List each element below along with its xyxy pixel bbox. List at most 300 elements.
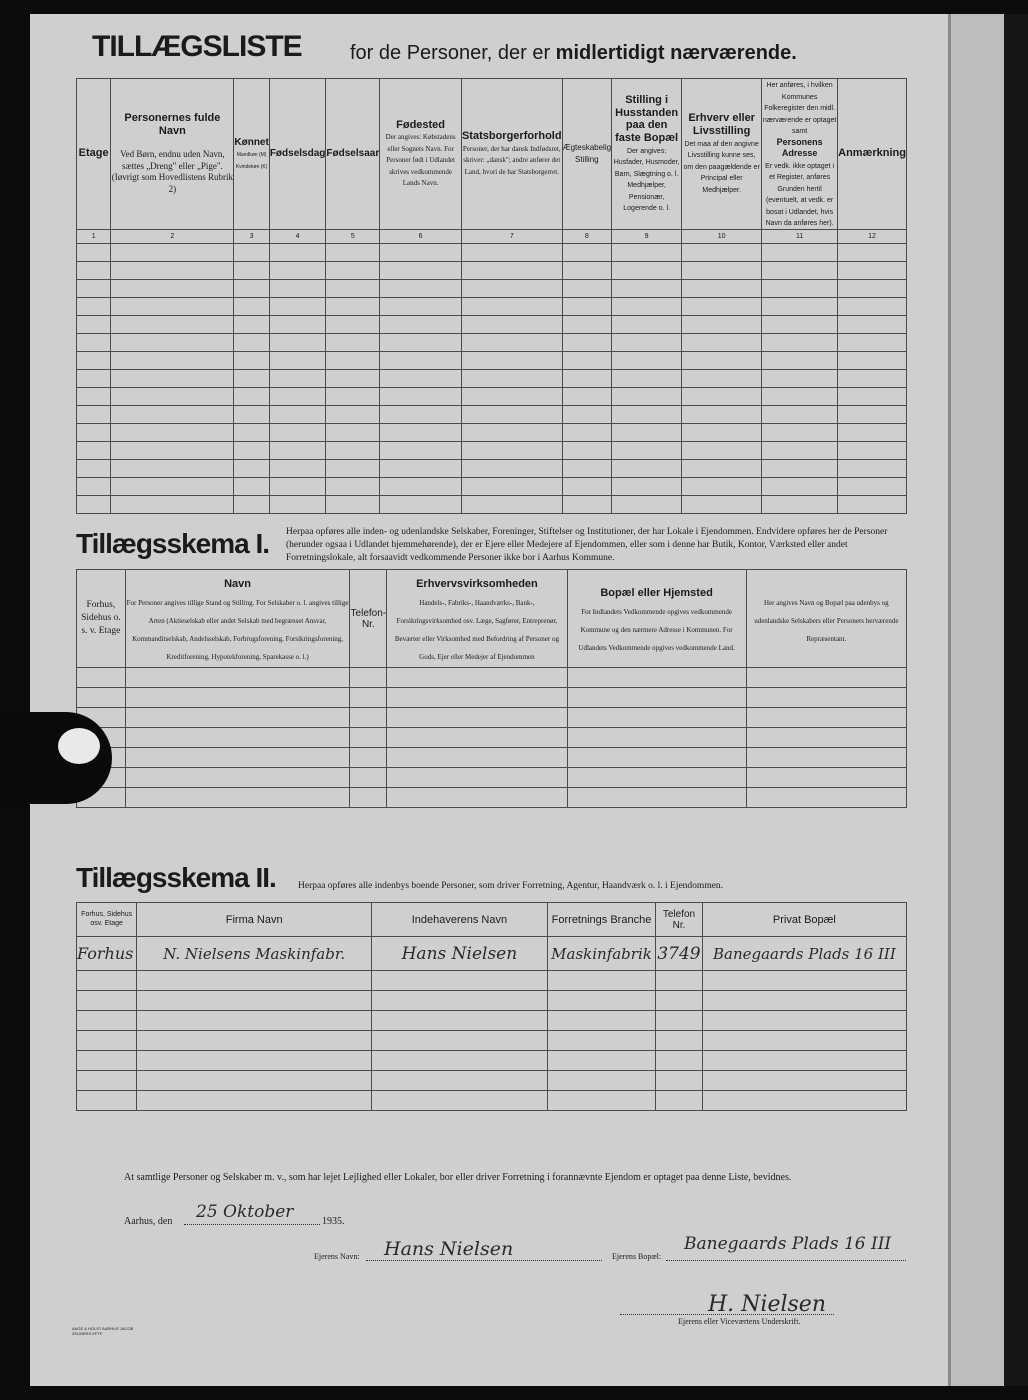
- empty-cell: [562, 459, 611, 477]
- empty-cell: [387, 688, 567, 708]
- empty-cell: [547, 1071, 655, 1091]
- empty-cell: [612, 405, 682, 423]
- empty-cell: [326, 243, 380, 261]
- s2-col-branch: Forretnings Branche: [547, 903, 655, 937]
- empty-cell: [682, 333, 762, 351]
- empty-cell: [269, 333, 326, 351]
- empty-cell: [838, 459, 907, 477]
- empty-cell: [77, 1011, 137, 1031]
- empty-cell: [372, 1011, 548, 1031]
- col-sex: Kønnet Mandkøn (M) Kvindekøn (K): [234, 79, 269, 230]
- empty-cell: [682, 495, 762, 513]
- s2-entry-branch: Maskinfabrik: [547, 937, 655, 971]
- empty-cell: [838, 423, 907, 441]
- empty-cell: [612, 351, 682, 369]
- empty-cell: [612, 333, 682, 351]
- empty-cell: [762, 423, 838, 441]
- date-line: [184, 1224, 320, 1225]
- s1-col-etage: Forhus, Sidehus o. s. v. Etage: [77, 570, 126, 668]
- signature-label: Ejerens eller Viceværtens Underskrift.: [678, 1317, 801, 1326]
- empty-cell: [77, 243, 111, 261]
- empty-cell: [562, 441, 611, 459]
- empty-cell: [372, 1031, 548, 1051]
- empty-cell: [380, 441, 462, 459]
- footer-statement: At samtlige Personer og Selskaber m. v., som har lejet Lejlighed eller Lokaler, bor eller driver Forretning i forannævnte Ejendom er optaget paa denne Liste, bevidnes.: [124, 1172, 792, 1183]
- empty-cell: [77, 991, 137, 1011]
- empty-cell: [461, 351, 562, 369]
- empty-cell: [137, 1091, 372, 1111]
- signature: H. Nielsen: [708, 1292, 826, 1317]
- empty-cell: [77, 477, 111, 495]
- empty-cell: [562, 261, 611, 279]
- empty-cell: [269, 495, 326, 513]
- footer-year: 1935.: [322, 1216, 345, 1227]
- col-remarks: Anmærkning: [838, 79, 907, 230]
- empty-cell: [269, 351, 326, 369]
- empty-row: [77, 971, 907, 991]
- empty-row: [77, 297, 907, 315]
- empty-cell: [77, 387, 111, 405]
- empty-cell: [77, 423, 111, 441]
- empty-cell: [612, 387, 682, 405]
- empty-cell: [461, 459, 562, 477]
- empty-cell: [461, 423, 562, 441]
- empty-cell: [234, 477, 269, 495]
- empty-cell: [702, 1091, 906, 1111]
- empty-row: [77, 728, 907, 748]
- empty-cell: [234, 333, 269, 351]
- empty-cell: [762, 279, 838, 297]
- empty-cell: [746, 668, 906, 688]
- empty-cell: [562, 405, 611, 423]
- s2-col-etage: Forhus, Sidehus osv. Etage: [77, 903, 137, 937]
- scanner-thumb: [0, 712, 112, 804]
- s1-col-name: Navn For Personer angives tillige Stand og Stilling. For Selskaber o. l. angives tillige Arten (Aktieselskab eller andet Selskab med begrænset Ansvar, Kommanditselskab, Andelsselskab, Forbrugsforening, Forsikringsforening, Kreditforening, Hypotekforening, Sparekasse o. l.): [125, 570, 350, 668]
- empty-cell: [682, 279, 762, 297]
- s2-col-phone: Telefon Nr.: [656, 903, 703, 937]
- empty-cell: [461, 279, 562, 297]
- empty-cell: [125, 708, 350, 728]
- empty-cell: [125, 748, 350, 768]
- empty-cell: [547, 1051, 655, 1071]
- empty-cell: [562, 297, 611, 315]
- empty-row: [77, 991, 907, 1011]
- empty-cell: [77, 1071, 137, 1091]
- empty-cell: [562, 351, 611, 369]
- empty-cell: [372, 1091, 548, 1111]
- empty-cell: [567, 668, 746, 688]
- empty-cell: [125, 768, 350, 788]
- skema2-table: [76, 902, 907, 1111]
- empty-cell: [612, 495, 682, 513]
- empty-cell: [269, 405, 326, 423]
- empty-cell: [838, 477, 907, 495]
- empty-cell: [77, 333, 111, 351]
- empty-cell: [612, 315, 682, 333]
- empty-cell: [111, 351, 234, 369]
- owner-address: Banegaards Plads 16 III: [684, 1234, 892, 1254]
- empty-cell: [838, 441, 907, 459]
- signature-line: [620, 1314, 834, 1315]
- empty-cell: [612, 459, 682, 477]
- empty-cell: [838, 405, 907, 423]
- empty-cell: [380, 261, 462, 279]
- empty-cell: [461, 405, 562, 423]
- empty-cell: [562, 495, 611, 513]
- empty-cell: [461, 315, 562, 333]
- empty-cell: [656, 1031, 703, 1051]
- empty-cell: [326, 387, 380, 405]
- empty-cell: [111, 333, 234, 351]
- empty-cell: [326, 315, 380, 333]
- empty-row: [77, 748, 907, 768]
- empty-cell: [234, 315, 269, 333]
- empty-cell: [269, 441, 326, 459]
- empty-cell: [702, 1051, 906, 1071]
- empty-cell: [77, 1051, 137, 1071]
- s2-col-private-address: Privat Bopæl: [702, 903, 906, 937]
- col-birthday: Fødselsdag: [269, 79, 326, 230]
- empty-row: [77, 708, 907, 728]
- empty-cell: [562, 279, 611, 297]
- empty-cell: [682, 477, 762, 495]
- empty-cell: [326, 279, 380, 297]
- empty-cell: [387, 728, 567, 748]
- empty-cell: [762, 369, 838, 387]
- empty-cell: [562, 315, 611, 333]
- empty-cell: [77, 668, 126, 688]
- empty-row: [77, 688, 907, 708]
- empty-cell: [838, 297, 907, 315]
- empty-cell: [326, 351, 380, 369]
- col-household: Stilling i Husstanden paa den faste Bopæl Der angives: Husfader, Husmoder, Barn, Slægtning o. l. Medhjælper, Pensionær, Logerende o. l.: [612, 79, 682, 230]
- empty-cell: [567, 728, 746, 748]
- scan-border: [1004, 14, 1028, 1386]
- empty-cell: [77, 971, 137, 991]
- empty-cell: [137, 991, 372, 1011]
- empty-cell: [762, 333, 838, 351]
- empty-row: [77, 788, 907, 808]
- empty-cell: [547, 1031, 655, 1051]
- empty-cell: [547, 971, 655, 991]
- empty-cell: [762, 351, 838, 369]
- empty-cell: [77, 495, 111, 513]
- empty-cell: [461, 243, 562, 261]
- empty-cell: [269, 459, 326, 477]
- col-name: Personernes fulde Navn Ved Børn, endnu uden Navn, sættes „Dreng" eller „Pige". (Iøvrigt som Hovedlistens Rubrik 2): [111, 79, 234, 230]
- empty-row: [77, 459, 907, 477]
- empty-cell: [682, 369, 762, 387]
- empty-cell: [269, 423, 326, 441]
- s2-entry-firm: N. Nielsens Maskinfabr.: [137, 937, 372, 971]
- empty-row: [77, 668, 907, 688]
- col-birthyear: Fødselsaar: [326, 79, 380, 230]
- empty-row: [77, 333, 907, 351]
- owner-name-label: Ejerens Navn:: [314, 1252, 360, 1261]
- empty-row: [77, 423, 907, 441]
- empty-cell: [269, 261, 326, 279]
- empty-cell: [838, 495, 907, 513]
- col-occupation: Erhverv eller Livsstilling Det maa af den angivne Livsstilling kunne ses, om den paagældende er Principal eller Medhjælper.: [682, 79, 762, 230]
- empty-cell: [77, 459, 111, 477]
- empty-cell: [746, 748, 906, 768]
- empty-cell: [702, 971, 906, 991]
- empty-row: [77, 405, 907, 423]
- empty-cell: [326, 405, 380, 423]
- empty-cell: [567, 748, 746, 768]
- empty-cell: [461, 441, 562, 459]
- empty-cell: [234, 387, 269, 405]
- empty-cell: [269, 297, 326, 315]
- col-etage: Etage: [77, 79, 111, 230]
- empty-row: [77, 315, 907, 333]
- empty-row: [77, 369, 907, 387]
- empty-cell: [682, 423, 762, 441]
- empty-row: [77, 279, 907, 297]
- empty-cell: [838, 243, 907, 261]
- empty-cell: [111, 387, 234, 405]
- footer-place: Aarhus, den: [124, 1216, 173, 1227]
- main-list-table: Etage Personernes fulde Navn Ved Børn, endnu uden Navn, sættes „Dreng" eller „Pige". (Iøvrigt som Hovedlistens Rubrik 2) Kønnet Mandkøn (M) Kvindekøn (K) Fødselsdag Fødselsaar Fødested Der angives: Købstadens eller Sognets Navn. For Personer født i Udlandet skrives vedkommende Lands Navn. Statsborgerforhold Personer, der har dansk Indfødsret, skriver: „dansk"; andre anfører det Land, hvori de har Statsborgerret. Ægteskabelig Stilling Stilling i Husstanden paa den faste Bopæl Der angives: Husfader, Husmoder, Barn, Slægtning o. l. Medhjælper, Pensionær, Logerende o. l. Erhverv eller Livsstilling Det maa af den angivne Livsstilling kunne ses, om den paagældende er Principal eller Medhjælper. Her anføres, i hvilken Kommunes Folkeregister den midl. nærværende er optaget samt Personens Adresse Er vedk. ikke optaget i et Register, anføres Grunden hertil (eventuelt, at vedk. er bosat i Udlandet, hvis Navn da anføres her). Anmærkning 1 2 3 4 5 6 7 8 9 10 11 12: [76, 78, 907, 514]
- empty-cell: [350, 768, 387, 788]
- empty-cell: [111, 477, 234, 495]
- empty-cell: [125, 668, 350, 688]
- empty-cell: [111, 441, 234, 459]
- empty-cell: [567, 788, 746, 808]
- empty-cell: [387, 748, 567, 768]
- empty-cell: [380, 423, 462, 441]
- skema1-table: [76, 569, 907, 808]
- empty-cell: [562, 387, 611, 405]
- empty-cell: [234, 423, 269, 441]
- empty-cell: [612, 441, 682, 459]
- empty-cell: [762, 441, 838, 459]
- empty-cell: [137, 1051, 372, 1071]
- empty-row: [77, 243, 907, 261]
- empty-cell: [77, 1031, 137, 1051]
- s2-entry-address: Banegaards Plads 16 III: [702, 937, 906, 971]
- empty-row: [77, 1011, 907, 1031]
- empty-cell: [326, 477, 380, 495]
- empty-cell: [461, 369, 562, 387]
- empty-cell: [380, 351, 462, 369]
- empty-cell: [612, 477, 682, 495]
- empty-cell: [326, 333, 380, 351]
- empty-cell: [656, 1011, 703, 1031]
- empty-cell: [77, 315, 111, 333]
- empty-cell: [234, 297, 269, 315]
- empty-cell: [562, 477, 611, 495]
- empty-cell: [77, 261, 111, 279]
- main-subtitle: for de Personer, der er midlertidigt nærværende.: [350, 42, 797, 64]
- main-title: TILLÆGSLISTE: [92, 30, 302, 63]
- col-address: Her anføres, i hvilken Kommunes Folkeregister den midl. nærværende er optaget samt Personens Adresse Er vedk. ikke optaget i et Register, anføres Grunden hertil (eventuelt, at vedk. er bosat i Udlandet, hvis Navn da anføres her).: [762, 79, 838, 230]
- empty-cell: [387, 768, 567, 788]
- empty-cell: [234, 351, 269, 369]
- empty-cell: [380, 495, 462, 513]
- empty-cell: [702, 1011, 906, 1031]
- empty-cell: [326, 423, 380, 441]
- empty-cell: [838, 369, 907, 387]
- empty-row: [77, 495, 907, 513]
- empty-cell: [762, 477, 838, 495]
- empty-cell: [234, 405, 269, 423]
- empty-cell: [234, 459, 269, 477]
- empty-row: [77, 477, 907, 495]
- empty-cell: [125, 688, 350, 708]
- empty-cell: [682, 441, 762, 459]
- empty-cell: [838, 333, 907, 351]
- empty-cell: [111, 315, 234, 333]
- empty-cell: [350, 708, 387, 728]
- empty-cell: [111, 459, 234, 477]
- empty-row: [77, 1091, 907, 1111]
- empty-cell: [372, 1051, 548, 1071]
- empty-row: [77, 1051, 907, 1071]
- empty-cell: [562, 423, 611, 441]
- empty-row: [77, 768, 907, 788]
- empty-cell: [77, 297, 111, 315]
- empty-cell: [612, 297, 682, 315]
- empty-cell: [137, 971, 372, 991]
- skema1-title: Tillægsskema I.: [76, 528, 270, 559]
- empty-cell: [380, 387, 462, 405]
- empty-cell: [762, 387, 838, 405]
- empty-cell: [746, 768, 906, 788]
- empty-cell: [461, 261, 562, 279]
- empty-cell: [562, 369, 611, 387]
- empty-cell: [746, 708, 906, 728]
- empty-row: [77, 351, 907, 369]
- empty-cell: [380, 279, 462, 297]
- empty-cell: [547, 1011, 655, 1031]
- empty-cell: [702, 1071, 906, 1091]
- skema1-description: Herpaa opføres alle inden- og udenlandske Selskaber, Foreninger, Stiftelser og Institutioner, der har Lokale i Ejendommen. Endvidere opføres her de Personer (herunder ogsaa i Udlandet hjemmehørende), der er Ejere eller Medejere af Ejendommen, eller som i denne har Butik, Kontor, Værksted eller andet Forretningslokale, alt forsaavidt vedkommende Personer ikke bor i Aarhus Kommune.: [286, 527, 888, 563]
- empty-cell: [387, 668, 567, 688]
- empty-cell: [380, 315, 462, 333]
- empty-cell: [234, 243, 269, 261]
- owner-address-line: [666, 1260, 906, 1261]
- empty-cell: [567, 708, 746, 728]
- empty-row: [77, 1031, 907, 1051]
- empty-cell: [350, 728, 387, 748]
- empty-cell: [380, 369, 462, 387]
- s2-col-owner: Indehaverens Navn: [372, 903, 548, 937]
- empty-cell: [838, 387, 907, 405]
- empty-cell: [269, 369, 326, 387]
- empty-cell: [77, 369, 111, 387]
- empty-cell: [269, 279, 326, 297]
- empty-cell: [372, 971, 548, 991]
- empty-cell: [702, 1031, 906, 1051]
- empty-cell: [269, 387, 326, 405]
- s1-col-representative: Her angives Navn og Bopæl paa udenbys og udenlandske Selskabers eller Personers herværende Repræsentant.: [746, 570, 906, 668]
- empty-cell: [762, 459, 838, 477]
- empty-cell: [387, 708, 567, 728]
- empty-cell: [137, 1071, 372, 1091]
- empty-cell: [111, 495, 234, 513]
- empty-cell: [461, 495, 562, 513]
- empty-cell: [562, 243, 611, 261]
- empty-cell: [746, 788, 906, 808]
- empty-cell: [682, 261, 762, 279]
- empty-row: [77, 261, 907, 279]
- empty-cell: [269, 243, 326, 261]
- s2-entry-etage: Forhus: [77, 937, 137, 971]
- empty-cell: [77, 688, 126, 708]
- empty-cell: [762, 315, 838, 333]
- empty-cell: [380, 477, 462, 495]
- empty-cell: [746, 688, 906, 708]
- empty-cell: [234, 441, 269, 459]
- empty-cell: [77, 1091, 137, 1111]
- col-marital: Ægteskabelig Stilling: [562, 79, 611, 230]
- empty-cell: [762, 243, 838, 261]
- s1-col-residence: Bopæl eller Hjemsted For Indlandets Vedkommende opgives vedkommende Kommune og den nærmere Adresse i Kommunen. For Udlandets Vedkommende opgives vedkommende Land.: [567, 570, 746, 668]
- empty-cell: [326, 297, 380, 315]
- empty-cell: [682, 243, 762, 261]
- empty-cell: [269, 315, 326, 333]
- empty-cell: [269, 477, 326, 495]
- empty-cell: [326, 441, 380, 459]
- empty-cell: [326, 459, 380, 477]
- s2-entry-row: [77, 937, 907, 971]
- empty-cell: [762, 297, 838, 315]
- empty-cell: [656, 1051, 703, 1071]
- empty-cell: [612, 261, 682, 279]
- empty-cell: [461, 333, 562, 351]
- empty-cell: [350, 688, 387, 708]
- s2-entry-phone: 3749: [656, 937, 703, 971]
- empty-cell: [77, 441, 111, 459]
- empty-cell: [762, 261, 838, 279]
- empty-cell: [682, 315, 762, 333]
- empty-cell: [234, 279, 269, 297]
- empty-cell: [461, 477, 562, 495]
- empty-cell: [612, 243, 682, 261]
- empty-cell: [111, 297, 234, 315]
- empty-cell: [762, 495, 838, 513]
- empty-cell: [77, 279, 111, 297]
- col-birthplace: Fødested Der angives: Købstadens eller Sognets Navn. For Personer født i Udlandet skrives vedkommende Lands Navn.: [380, 79, 462, 230]
- empty-cell: [380, 333, 462, 351]
- empty-cell: [350, 788, 387, 808]
- empty-cell: [111, 279, 234, 297]
- s1-col-phone: Telefon-Nr.: [350, 570, 387, 668]
- empty-cell: [350, 748, 387, 768]
- empty-cell: [838, 351, 907, 369]
- skema2-title: Tillægsskema II.: [76, 862, 276, 893]
- owner-name: Hans Nielsen: [384, 1238, 514, 1260]
- empty-row: [77, 441, 907, 459]
- empty-cell: [838, 279, 907, 297]
- empty-cell: [547, 1091, 655, 1111]
- empty-cell: [567, 768, 746, 788]
- printer-mark: AAGE & HOLST AARHUS JACOB ZEUNERS EFTF.: [72, 1326, 134, 1337]
- owner-name-line: [366, 1260, 602, 1261]
- empty-cell: [234, 261, 269, 279]
- empty-cell: [562, 333, 611, 351]
- empty-cell: [702, 991, 906, 1011]
- empty-cell: [612, 279, 682, 297]
- empty-cell: [234, 495, 269, 513]
- empty-cell: [326, 261, 380, 279]
- s2-entry-owner: Hans Nielsen: [372, 937, 548, 971]
- skema2-description: Herpaa opføres alle indenbys boende Personer, som driver Forretning, Agentur, Haandværk o. l. i Ejendommen.: [298, 881, 724, 891]
- empty-cell: [682, 405, 762, 423]
- empty-cell: [547, 991, 655, 1011]
- owner-address-label: Ejerens Bopæl:: [612, 1252, 662, 1261]
